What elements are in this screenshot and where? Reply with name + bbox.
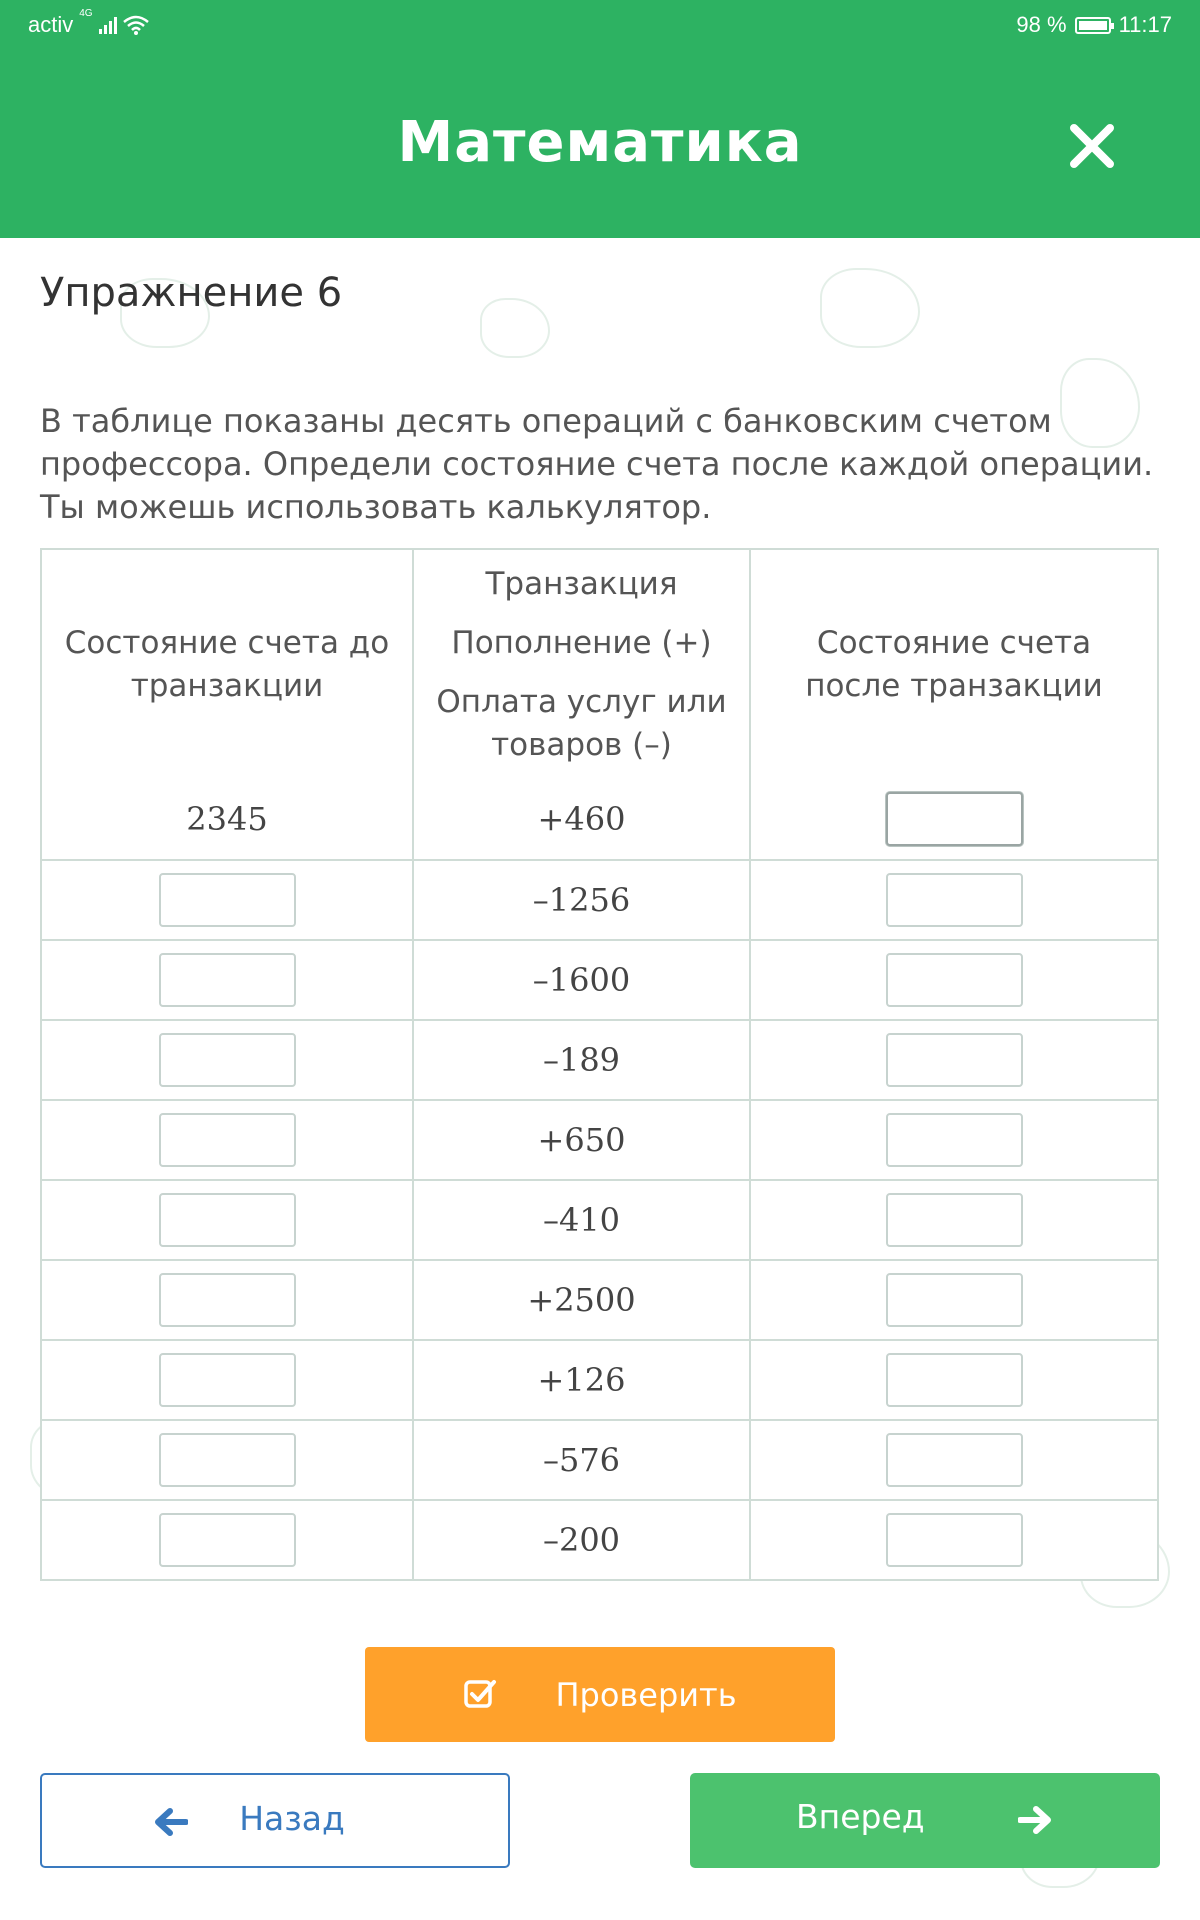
balance-before-input[interactable] [159, 1193, 296, 1247]
transaction-amount: –189 [542, 1041, 621, 1079]
balance-before-value [42, 779, 412, 859]
balance-after-cell [749, 1101, 1157, 1179]
transaction-amount: +126 [537, 1361, 626, 1399]
balance-after-cell [749, 1341, 1157, 1419]
table-row [42, 1339, 1157, 1419]
table-row [42, 1499, 1157, 1579]
next-button[interactable] [690, 1773, 1160, 1868]
transaction-amount: –410 [542, 1201, 621, 1239]
balance-after-cell [749, 1181, 1157, 1259]
balance-after-cell [749, 941, 1157, 1019]
transactions-table [40, 548, 1159, 1581]
back-button-label: Назад [239, 1799, 345, 1838]
check-button[interactable] [365, 1647, 835, 1742]
wifi-icon [123, 15, 149, 35]
balance-after-input[interactable] [886, 1193, 1023, 1247]
table-row [42, 1259, 1157, 1339]
balance-before-input[interactable] [159, 1513, 296, 1567]
balance-before-cell [42, 1421, 412, 1499]
transaction-amount: +460 [537, 800, 626, 838]
signal-icon [99, 16, 117, 34]
table-row [42, 1019, 1157, 1099]
balance-before-cell [42, 1021, 412, 1099]
balance-after-cell [749, 1261, 1157, 1339]
transaction-cell [412, 779, 749, 859]
balance-before-text: 2345 [186, 800, 268, 838]
balance-before-cell [42, 1181, 412, 1259]
transaction-cell [412, 1421, 749, 1499]
transaction-amount: –200 [542, 1521, 621, 1559]
transaction-cell [412, 1101, 749, 1179]
arrow-right-icon [1018, 1806, 1052, 1834]
transaction-amount: –1256 [532, 881, 631, 919]
balance-before-input[interactable] [159, 1353, 296, 1407]
transaction-amount: +2500 [527, 1281, 636, 1319]
balance-after-input[interactable] [886, 1113, 1023, 1167]
table-header-row [42, 550, 1157, 779]
transaction-amount: +650 [537, 1121, 626, 1159]
battery-icon [1075, 17, 1111, 34]
carrier-name: activ [28, 12, 74, 37]
table-row [42, 859, 1157, 939]
battery-level: 98 % [1016, 12, 1067, 37]
next-button-label: Вперед [796, 1797, 925, 1836]
table-row [42, 939, 1157, 1019]
balance-after-cell [749, 779, 1157, 859]
balance-before-cell [42, 941, 412, 1019]
balance-after-input[interactable] [886, 792, 1023, 846]
column-header-after: Состояние счета после транзакции [749, 550, 1157, 779]
page-title: Математика [397, 110, 803, 175]
balance-before-input[interactable] [159, 873, 296, 927]
table-row [42, 1099, 1157, 1179]
transaction-amount: –1600 [532, 961, 631, 999]
transaction-cell [412, 941, 749, 1019]
network-type: 4G [79, 8, 93, 19]
balance-after-input[interactable] [886, 1033, 1023, 1087]
balance-after-cell [749, 1421, 1157, 1499]
balance-before-cell [42, 1501, 412, 1579]
balance-before-input[interactable] [159, 1273, 296, 1327]
balance-before-input[interactable] [159, 1433, 296, 1487]
transaction-cell [412, 1021, 749, 1099]
app-header [0, 50, 1200, 238]
balance-after-cell [749, 1021, 1157, 1099]
balance-before-cell [42, 1261, 412, 1339]
column-header-transaction: Транзакция Пополнение (+) Оплата услуг или товаров (–) [412, 550, 749, 779]
table-row [42, 779, 1157, 859]
balance-after-input[interactable] [886, 1353, 1023, 1407]
check-button-label: Проверить [555, 1675, 737, 1714]
balance-after-input[interactable] [886, 1433, 1023, 1487]
balance-after-input[interactable] [886, 1513, 1023, 1567]
table-row [42, 1179, 1157, 1259]
balance-before-input[interactable] [159, 1113, 296, 1167]
column-header-before: Состояние счета до транзакции [64, 624, 390, 704]
balance-before-input[interactable] [159, 1033, 296, 1087]
transaction-cell [412, 1501, 749, 1579]
balance-before-cell [42, 1341, 412, 1419]
transaction-cell [412, 861, 749, 939]
balance-before-cell [42, 1101, 412, 1179]
table-body [42, 779, 1157, 1579]
exercise-title: Упражнение 6 [40, 270, 343, 316]
table-row [42, 1419, 1157, 1499]
balance-after-cell [749, 1501, 1157, 1579]
transaction-cell [412, 1261, 749, 1339]
transaction-cell [412, 1181, 749, 1259]
status-bar [0, 0, 1200, 50]
clock: 11:17 [1118, 12, 1172, 37]
transaction-cell [412, 1341, 749, 1419]
balance-after-input[interactable] [886, 1273, 1023, 1327]
balance-after-input[interactable] [886, 953, 1023, 1007]
transaction-amount: –576 [542, 1441, 621, 1479]
close-icon[interactable] [1066, 120, 1118, 172]
back-button[interactable] [40, 1773, 510, 1868]
balance-before-input[interactable] [159, 953, 296, 1007]
exercise-description: В таблице показаны десять операций с банковским счетом профессора. Определи состояние счета после каждой операции. Ты можешь использовать калькулятор. [40, 402, 1154, 526]
balance-after-input[interactable] [886, 873, 1023, 927]
balance-after-cell [749, 861, 1157, 939]
balance-before-cell [42, 861, 412, 939]
checkbox-check-icon [463, 1677, 497, 1711]
